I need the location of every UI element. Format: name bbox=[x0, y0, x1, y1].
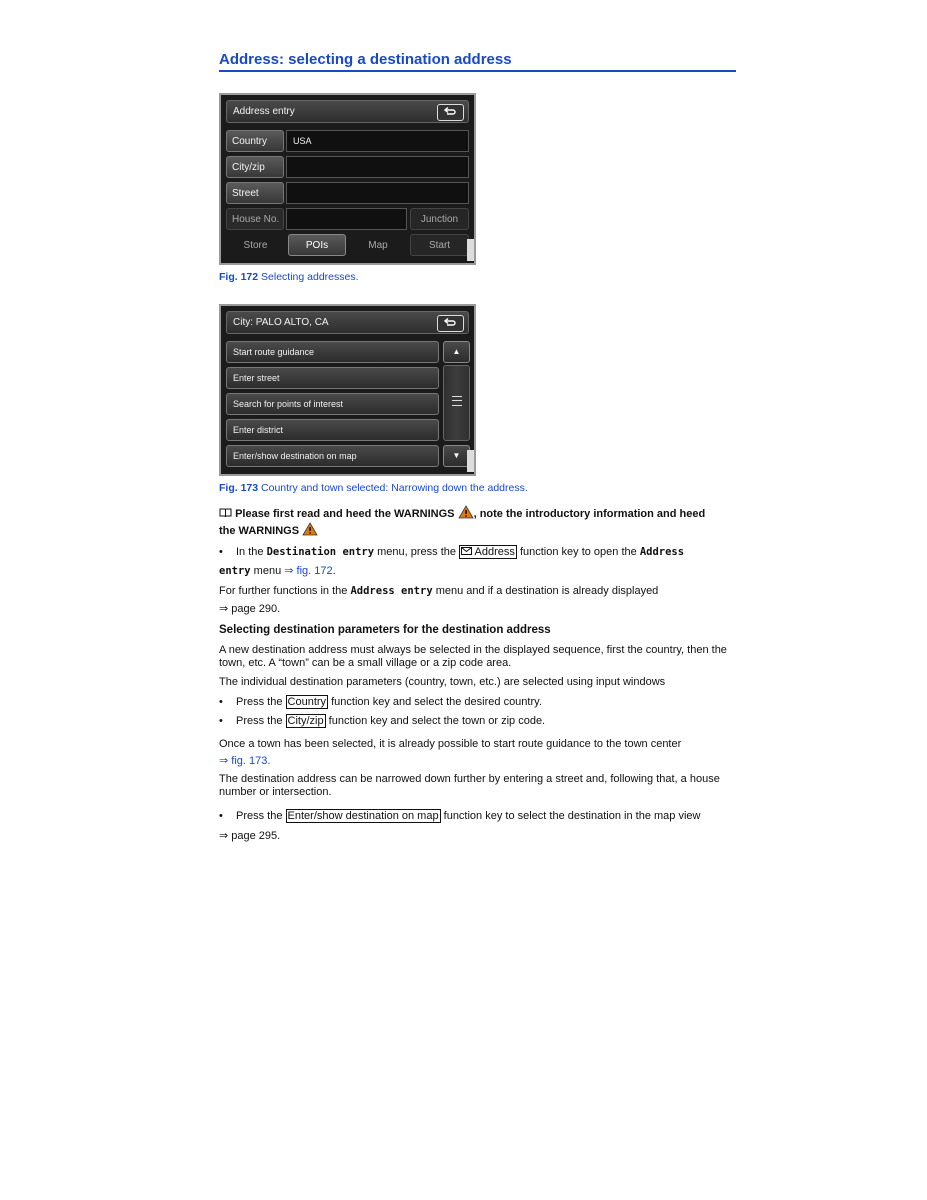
back-button[interactable] bbox=[437, 315, 464, 332]
street-field[interactable] bbox=[286, 182, 469, 204]
warning-note: Please first read and heed the WARNINGS , note the introductory information and heed the WARNINGS bbox=[219, 505, 734, 539]
map-button[interactable]: Map bbox=[368, 240, 388, 251]
back-button[interactable] bbox=[437, 104, 464, 121]
address-key: Address bbox=[459, 545, 517, 559]
figure-code bbox=[467, 239, 474, 261]
screen-title: City: PALO ALTO, CA bbox=[233, 317, 329, 328]
scroll-up-button[interactable] bbox=[443, 341, 470, 363]
paragraph: Once a town has been selected, it is already possible to start route guidance to the town center ⇒ fig. 173. bbox=[219, 738, 682, 767]
junction-button[interactable]: Junction bbox=[410, 208, 469, 230]
fig172-link[interactable]: fig. 172 bbox=[296, 565, 333, 577]
paragraph: For further functions in the Address entry menu and if a destination is already displayed ⇒ page 290. bbox=[219, 585, 659, 615]
house-number-field[interactable] bbox=[286, 208, 407, 230]
country-button[interactable]: Country bbox=[226, 130, 284, 152]
start-button[interactable]: Start bbox=[410, 234, 469, 256]
city-zip-key: City/zip bbox=[287, 715, 324, 727]
scrollbar[interactable] bbox=[443, 365, 470, 441]
list-item-search-poi[interactable]: Search for points of interest bbox=[226, 393, 439, 415]
address-entry-screen bbox=[219, 93, 476, 265]
fig173-caption: Fig. 173 Country and town selected: Narrowing down the address. bbox=[219, 482, 528, 494]
list-item: • In the Destination entry menu, press the Address function key to open the Address entry menu ⇒ fig. 172. bbox=[219, 546, 685, 577]
page-link[interactable]: page 295. bbox=[231, 830, 281, 842]
store-button[interactable]: Store bbox=[243, 240, 268, 251]
page-link[interactable]: page 290. bbox=[231, 603, 281, 615]
list-item-enter-street[interactable]: Enter street bbox=[226, 367, 439, 389]
fig173-link[interactable]: fig. 173 bbox=[231, 755, 268, 767]
back-icon bbox=[444, 318, 456, 327]
scroll-down-button[interactable] bbox=[443, 445, 470, 467]
show-on-map-key: Enter/show destination on map bbox=[287, 810, 439, 822]
arrow-down-icon: ▼ bbox=[452, 451, 461, 460]
screen-title: Address entry bbox=[233, 106, 295, 117]
fig172-caption: Fig. 172 Selecting addresses. bbox=[219, 271, 359, 283]
city-zip-field[interactable] bbox=[286, 156, 469, 178]
house-number-button[interactable]: House No. bbox=[226, 208, 284, 230]
back-icon bbox=[444, 107, 456, 116]
list-item-start-route-guidance[interactable]: Start route guidance bbox=[226, 341, 439, 363]
figure-code bbox=[467, 450, 474, 472]
screen-header bbox=[226, 100, 469, 123]
screen-header bbox=[226, 311, 469, 334]
envelope-icon bbox=[461, 547, 472, 555]
city-selected-screen bbox=[219, 304, 476, 476]
paragraph: The individual destination parameters (country, town, etc.) are selected using input windows bbox=[219, 676, 666, 688]
country-key: Country bbox=[287, 696, 327, 708]
city-zip-button[interactable]: City/zip bbox=[226, 156, 284, 178]
paragraph: A new destination address must always be selected in the displayed sequence, first the country, then the town, etc. A “town” can be a small village or a zip code area. bbox=[219, 644, 727, 669]
scroll-grip-icon[interactable] bbox=[452, 396, 462, 406]
page-title: Address: selecting a destination address bbox=[219, 51, 736, 72]
list-item: • Press the City/zip function key and select the town or zip code. bbox=[219, 715, 546, 727]
section-heading: Selecting destination parameters for the destination address bbox=[219, 624, 551, 636]
pois-button[interactable]: POIs bbox=[288, 234, 346, 256]
street-button[interactable]: Street bbox=[226, 182, 284, 204]
list-item: • Press the Country function key and select the desired country. bbox=[219, 696, 542, 708]
list-item-show-on-map[interactable]: Enter/show destination on map bbox=[226, 445, 439, 467]
arrow-up-icon: ▲ bbox=[452, 347, 461, 356]
list-item-enter-district[interactable]: Enter district bbox=[226, 419, 439, 441]
warning-icon bbox=[302, 522, 318, 536]
country-field[interactable]: USA bbox=[286, 130, 469, 152]
list-item: • Press the Enter/show destination on map function key to select the destination in the map view ⇒ page 295. bbox=[219, 810, 701, 842]
book-icon bbox=[219, 508, 232, 518]
warning-icon bbox=[458, 505, 474, 519]
paragraph: The destination address can be narrowed down further by entering a street and, following that, a house number or intersection. bbox=[219, 773, 720, 798]
